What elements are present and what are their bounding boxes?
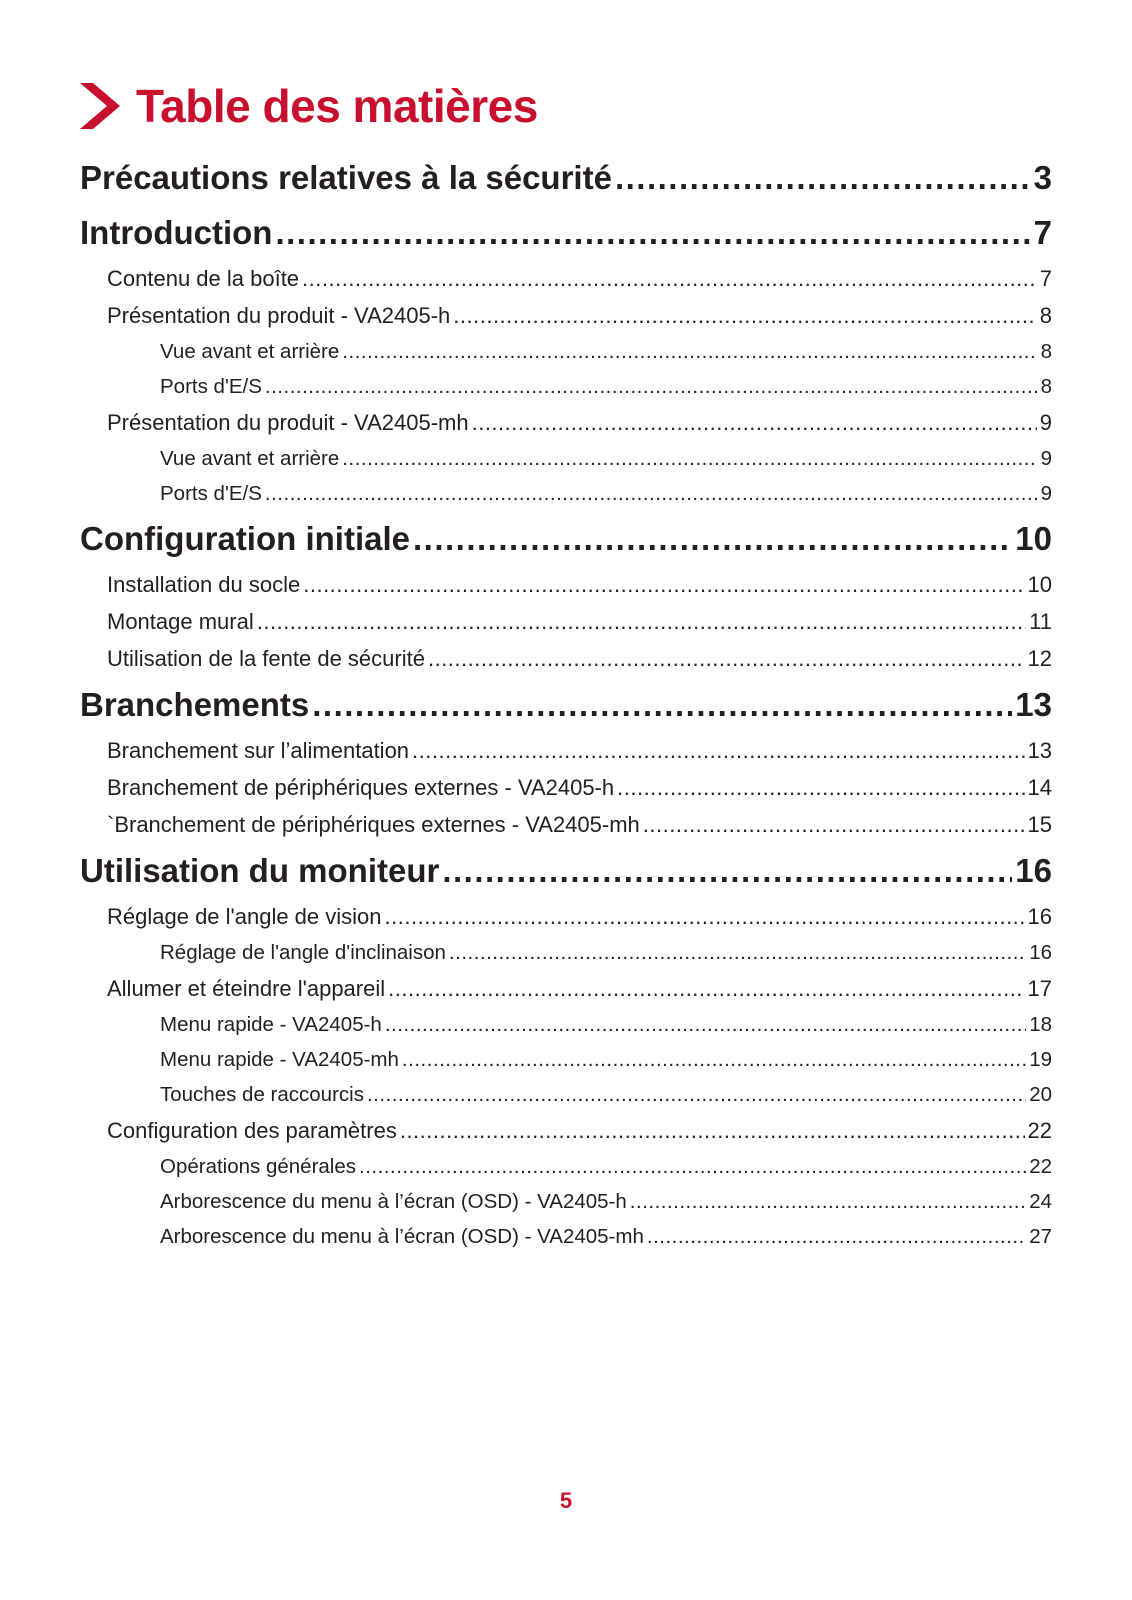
toc-entry[interactable] bbox=[80, 476, 1052, 511]
toc-entry-label: Allumer et éteindre l'appareil bbox=[107, 976, 386, 1001]
toc-entry-page: 18 bbox=[1029, 1013, 1052, 1036]
toc-entry-label: Branchements bbox=[80, 686, 310, 723]
toc-entry-page: 9 bbox=[1040, 447, 1052, 470]
toc-entry-page: 8 bbox=[1039, 303, 1052, 328]
page-header bbox=[80, 76, 538, 136]
toc-entry[interactable] bbox=[80, 404, 1052, 441]
toc-entry[interactable] bbox=[80, 334, 1052, 369]
toc-entry-page: 14 bbox=[1027, 775, 1052, 800]
toc-entry[interactable] bbox=[80, 441, 1052, 476]
toc-entry-label: Ports d'E/S bbox=[160, 375, 262, 398]
toc-entry-page: 22 bbox=[1029, 1155, 1052, 1178]
toc-entry-label: Utilisation de la fente de sécurité bbox=[107, 646, 425, 671]
dot-leader bbox=[615, 150, 1031, 205]
toc-entry-label: Introduction bbox=[80, 214, 273, 251]
toc-entry-label: Précautions relatives à la sécurité bbox=[80, 159, 612, 196]
toc-entry-label: `Branchement de périphériques externes - VA2405-mh bbox=[107, 812, 640, 837]
toc-entry-page: 9 bbox=[1040, 482, 1052, 505]
dot-leader bbox=[275, 205, 1030, 260]
toc-entry-page: 16 bbox=[1029, 941, 1052, 964]
toc-entry[interactable] bbox=[80, 640, 1052, 677]
toc-entry-label: Vue avant et arrière bbox=[160, 340, 340, 363]
toc-entry-label: Ports d'E/S bbox=[160, 482, 262, 505]
toc-entry-label: Présentation du produit - VA2405-h bbox=[107, 303, 451, 328]
toc-entry-label: Arborescence du menu à l’écran (OSD) - VA2405-h bbox=[160, 1190, 627, 1213]
dot-leader bbox=[265, 369, 1038, 404]
dot-leader bbox=[402, 1042, 1026, 1077]
toc-entry-page: 16 bbox=[1015, 852, 1052, 889]
page-title: Table des matières bbox=[136, 80, 538, 132]
toc-entry[interactable] bbox=[80, 1112, 1052, 1149]
dot-leader bbox=[265, 476, 1038, 511]
toc-entry[interactable] bbox=[80, 806, 1052, 843]
dot-leader bbox=[617, 769, 1024, 806]
toc-entry-label: Vue avant et arrière bbox=[160, 447, 340, 470]
toc-entry-page: 17 bbox=[1027, 976, 1052, 1001]
toc-entry-label: Installation du socle bbox=[107, 572, 301, 597]
toc-entry-page: 20 bbox=[1029, 1083, 1052, 1106]
toc-entry[interactable] bbox=[80, 1007, 1052, 1042]
toc-entry-label: Réglage de l'angle de vision bbox=[107, 904, 382, 929]
dot-leader bbox=[643, 806, 1025, 843]
toc-entry[interactable] bbox=[80, 732, 1052, 769]
toc-entry-label: Branchement sur l’alimentation bbox=[107, 738, 410, 763]
toc-entry[interactable] bbox=[80, 297, 1052, 334]
dot-leader bbox=[630, 1184, 1026, 1219]
toc-entry-page: 9 bbox=[1039, 410, 1052, 435]
toc-entry-label: Arborescence du menu à l’écran (OSD) - VA2405-mh bbox=[160, 1225, 644, 1248]
toc-entry-label: Menu rapide - VA2405-h bbox=[160, 1013, 382, 1036]
toc-entry-page: 13 bbox=[1027, 738, 1052, 763]
toc-entry-label: Réglage de l'angle d'inclinaison bbox=[160, 941, 446, 964]
dot-leader bbox=[367, 1077, 1026, 1112]
toc-entry-label: Montage mural bbox=[107, 609, 254, 634]
dot-leader bbox=[428, 640, 1025, 677]
toc-entry-label: Contenu de la boîte bbox=[107, 266, 300, 291]
chevron-right-icon bbox=[80, 83, 120, 129]
toc-entry-page: 16 bbox=[1027, 904, 1052, 929]
toc-entry[interactable] bbox=[80, 1077, 1052, 1112]
toc-entry[interactable] bbox=[80, 843, 1052, 898]
toc-entry-label: Configuration initiale bbox=[80, 520, 410, 557]
dot-leader bbox=[302, 260, 1037, 297]
toc-entry[interactable] bbox=[80, 1184, 1052, 1219]
toc-entry-label: Branchement de périphériques externes - VA2405-h bbox=[107, 775, 615, 800]
page-number: 5 bbox=[559, 1488, 573, 1513]
toc-entry-page: 10 bbox=[1027, 572, 1052, 597]
dot-leader bbox=[412, 732, 1024, 769]
toc-entry-page: 8 bbox=[1040, 375, 1052, 398]
toc-entry-label: Présentation du produit - VA2405-mh bbox=[107, 410, 469, 435]
dot-leader bbox=[257, 603, 1026, 640]
toc-entry[interactable] bbox=[80, 150, 1052, 205]
dot-leader bbox=[647, 1219, 1026, 1254]
dot-leader bbox=[342, 334, 1037, 369]
toc-entry-page: 7 bbox=[1033, 214, 1052, 251]
toc-entry[interactable] bbox=[80, 205, 1052, 260]
dot-leader bbox=[400, 1112, 1025, 1149]
toc-entry[interactable] bbox=[80, 260, 1052, 297]
dot-leader bbox=[385, 898, 1025, 935]
dot-leader bbox=[388, 970, 1024, 1007]
toc-entry[interactable] bbox=[80, 898, 1052, 935]
toc-entry[interactable] bbox=[80, 935, 1052, 970]
toc-entry[interactable] bbox=[80, 1149, 1052, 1184]
toc-entry-page: 7 bbox=[1039, 266, 1052, 291]
toc-entry-page: 15 bbox=[1027, 812, 1052, 837]
toc-entry-page: 13 bbox=[1015, 686, 1052, 723]
toc-entry[interactable] bbox=[80, 566, 1052, 603]
dot-leader bbox=[449, 935, 1026, 970]
dot-leader bbox=[385, 1007, 1026, 1042]
toc-entry-page: 3 bbox=[1033, 159, 1052, 196]
toc-entry[interactable] bbox=[80, 1042, 1052, 1077]
dot-leader bbox=[413, 511, 1012, 566]
toc-entry-page: 19 bbox=[1029, 1048, 1052, 1071]
toc-entry-label: Menu rapide - VA2405-mh bbox=[160, 1048, 399, 1071]
toc-entry[interactable] bbox=[80, 603, 1052, 640]
toc-entry[interactable] bbox=[80, 677, 1052, 732]
toc-entry-page: 22 bbox=[1027, 1118, 1052, 1143]
toc-entry-label: Opérations générales bbox=[160, 1155, 357, 1178]
dot-leader bbox=[442, 843, 1012, 898]
dot-leader bbox=[303, 566, 1024, 603]
toc-entry[interactable] bbox=[80, 511, 1052, 566]
dot-leader bbox=[453, 297, 1036, 334]
toc-entry-page: 24 bbox=[1029, 1190, 1052, 1213]
table-of-contents bbox=[80, 150, 1052, 1254]
toc-entry-page: 11 bbox=[1029, 609, 1052, 634]
toc-entry[interactable] bbox=[80, 369, 1052, 404]
dot-leader bbox=[342, 441, 1037, 476]
toc-entry-page: 8 bbox=[1040, 340, 1052, 363]
toc-entry[interactable] bbox=[80, 1219, 1052, 1254]
toc-entry-page: 10 bbox=[1015, 520, 1052, 557]
dot-leader bbox=[359, 1149, 1026, 1184]
toc-entry-page: 12 bbox=[1027, 646, 1052, 671]
toc-entry-label: Touches de raccourcis bbox=[160, 1083, 364, 1106]
dot-leader bbox=[312, 677, 1012, 732]
dot-leader bbox=[472, 404, 1037, 441]
toc-entry[interactable] bbox=[80, 970, 1052, 1007]
toc-entry-page: 27 bbox=[1029, 1225, 1052, 1248]
toc-entry-label: Configuration des paramètres bbox=[107, 1118, 397, 1143]
toc-entry-label: Utilisation du moniteur bbox=[80, 852, 440, 889]
toc-entry[interactable] bbox=[80, 769, 1052, 806]
